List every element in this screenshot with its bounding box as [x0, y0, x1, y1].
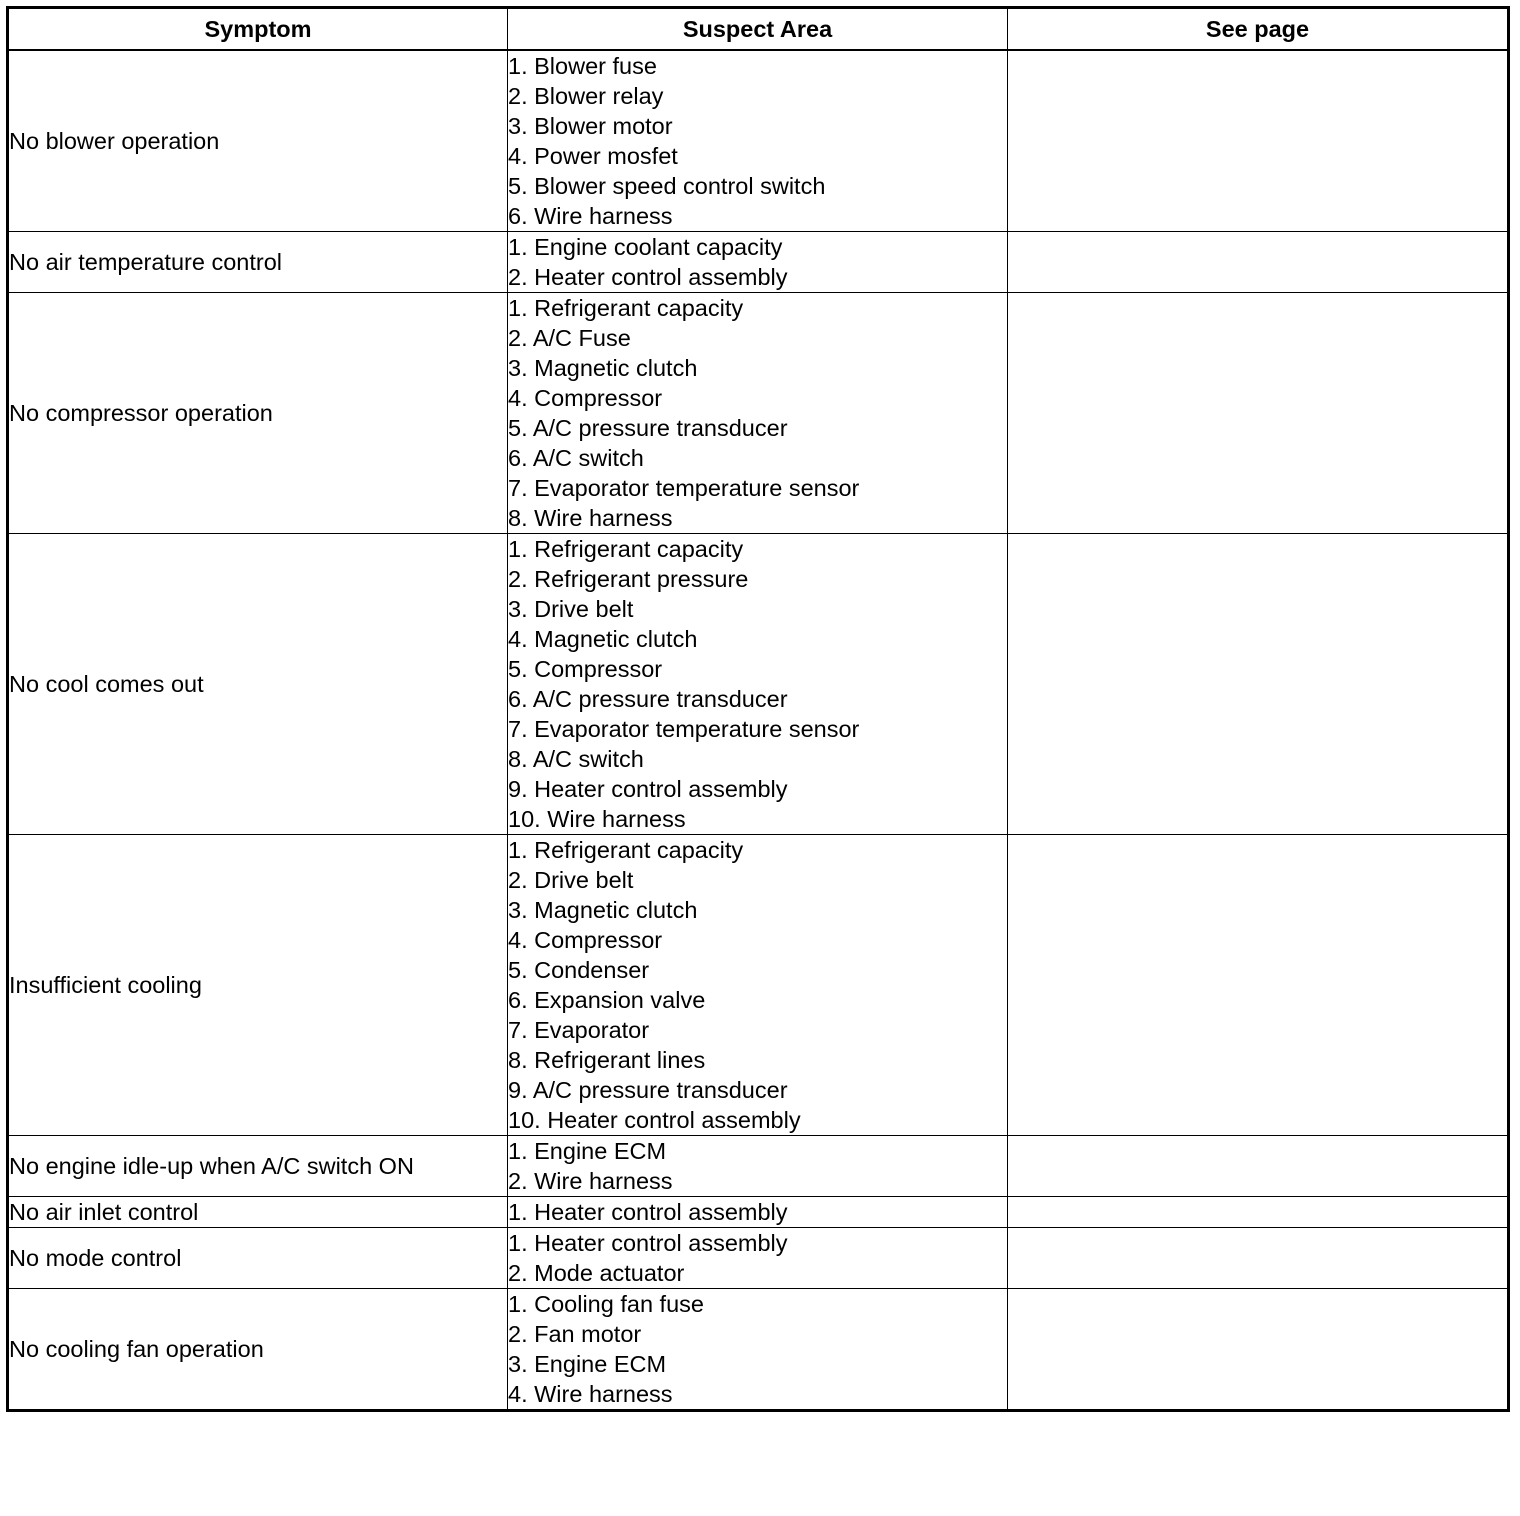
- suspect-area-item: 1. Refrigerant capacity: [508, 295, 744, 321]
- symptom-cell: No air temperature control: [8, 232, 508, 293]
- suspect-area-item: 9. A/C pressure transducer: [508, 1077, 788, 1103]
- suspect-area-item: 7. Evaporator temperature sensor: [508, 475, 860, 501]
- suspect-area-item: 4. Power mosfet: [508, 143, 678, 169]
- suspect-area-item: 4. Compressor: [508, 385, 663, 411]
- suspect-area-item: 6. A/C switch: [508, 445, 644, 471]
- suspect-area-item: 1. Blower fuse: [508, 53, 657, 79]
- suspect-area-cell: [508, 1136, 1008, 1197]
- table-body: [8, 50, 1509, 1411]
- table-row: [8, 835, 1509, 1136]
- table-row: [8, 50, 1509, 232]
- suspect-area-cell: [508, 835, 1008, 1136]
- suspect-area-item: 6. A/C pressure transducer: [508, 686, 788, 712]
- suspect-area-item: 5. Blower speed control switch: [508, 173, 826, 199]
- suspect-area-item: 8. Refrigerant lines: [508, 1047, 706, 1073]
- suspect-area-item: 3. Engine ECM: [508, 1351, 667, 1377]
- table-row: [8, 534, 1509, 835]
- see-page-cell: [1008, 1197, 1509, 1228]
- suspect-area-item: 1. Cooling fan fuse: [508, 1291, 704, 1317]
- suspect-area-cell: [508, 1197, 1008, 1228]
- suspect-area-item: 8. Wire harness: [508, 505, 673, 531]
- suspect-area-item: 7. Evaporator temperature sensor: [508, 716, 860, 742]
- suspect-area-cell: [508, 293, 1008, 534]
- table-row: [8, 1136, 1509, 1197]
- suspect-area-item: 2. Heater control assembly: [508, 264, 788, 290]
- suspect-area-item: 1. Engine coolant capacity: [508, 234, 783, 260]
- suspect-area-item: 3. Magnetic clutch: [508, 355, 698, 381]
- see-page-cell: [1008, 232, 1509, 293]
- suspect-area-item: 10. Wire harness: [508, 806, 686, 832]
- header-suspect-area: Suspect Area: [508, 8, 1008, 51]
- suspect-area-item: 4. Wire harness: [508, 1381, 673, 1407]
- see-page-cell: [1008, 293, 1509, 534]
- suspect-area-item: 3. Drive belt: [508, 596, 634, 622]
- suspect-area-item: 1. Heater control assembly: [508, 1230, 788, 1256]
- suspect-area-item: 1. Refrigerant capacity: [508, 536, 744, 562]
- suspect-area-item: 1. Refrigerant capacity: [508, 837, 744, 863]
- suspect-area-item: 3. Magnetic clutch: [508, 897, 698, 923]
- header-row: [8, 8, 1509, 51]
- suspect-area-item: 6. Expansion valve: [508, 987, 706, 1013]
- symptom-cell: No air inlet control: [8, 1197, 508, 1228]
- suspect-area-item: 4. Compressor: [508, 927, 663, 953]
- suspect-area-item: 5. Compressor: [508, 656, 663, 682]
- symptom-cell: Insufficient cooling: [8, 835, 508, 1136]
- see-page-cell: [1008, 835, 1509, 1136]
- suspect-area-item: 6. Wire harness: [508, 203, 673, 229]
- suspect-area-item: 2. Wire harness: [508, 1168, 673, 1194]
- table-row: [8, 1289, 1509, 1411]
- suspect-area-item: 8. A/C switch: [508, 746, 644, 772]
- suspect-area-item: 9. Heater control assembly: [508, 776, 788, 802]
- symptom-cell: No engine idle-up when A/C switch ON: [8, 1136, 508, 1197]
- suspect-area-item: 10. Heater control assembly: [508, 1107, 801, 1133]
- symptom-cell: No cooling fan operation: [8, 1289, 508, 1411]
- symptom-cell: No mode control: [8, 1228, 508, 1289]
- suspect-area-item: 2. Blower relay: [508, 83, 664, 109]
- suspect-area-item: 5. A/C pressure transducer: [508, 415, 788, 441]
- suspect-area-item: 3. Blower motor: [508, 113, 673, 139]
- symptom-cell: No cool comes out: [8, 534, 508, 835]
- see-page-cell: [1008, 1228, 1509, 1289]
- suspect-area-item: 5. Condenser: [508, 957, 650, 983]
- suspect-area-item: 1. Heater control assembly: [508, 1199, 788, 1225]
- suspect-area-item: 2. Fan motor: [508, 1321, 642, 1347]
- table-row: [8, 293, 1509, 534]
- suspect-area-item: 1. Engine ECM: [508, 1138, 667, 1164]
- suspect-area-cell: [508, 534, 1008, 835]
- suspect-area-item: 2. A/C Fuse: [508, 325, 631, 351]
- suspect-area-item: 4. Magnetic clutch: [508, 626, 698, 652]
- header-symptom: Symptom: [8, 8, 508, 51]
- suspect-area-cell: [508, 50, 1008, 232]
- see-page-cell: [1008, 1136, 1509, 1197]
- suspect-area-cell: [508, 1228, 1008, 1289]
- suspect-area-item: 7. Evaporator: [508, 1017, 650, 1043]
- table-row: [8, 1228, 1509, 1289]
- table-row: [8, 1197, 1509, 1228]
- header-see-page: See page: [1008, 8, 1509, 51]
- table-row: [8, 232, 1509, 293]
- see-page-cell: [1008, 50, 1509, 232]
- see-page-cell: [1008, 534, 1509, 835]
- troubleshooting-table: [6, 6, 1510, 1412]
- see-page-cell: [1008, 1289, 1509, 1411]
- suspect-area-item: 2. Drive belt: [508, 867, 634, 893]
- suspect-area-item: 2. Mode actuator: [508, 1260, 685, 1286]
- symptom-cell: No compressor operation: [8, 293, 508, 534]
- suspect-area-cell: [508, 1289, 1008, 1411]
- suspect-area-cell: [508, 232, 1008, 293]
- symptom-cell: No blower operation: [8, 50, 508, 232]
- suspect-area-item: 2. Refrigerant pressure: [508, 566, 749, 592]
